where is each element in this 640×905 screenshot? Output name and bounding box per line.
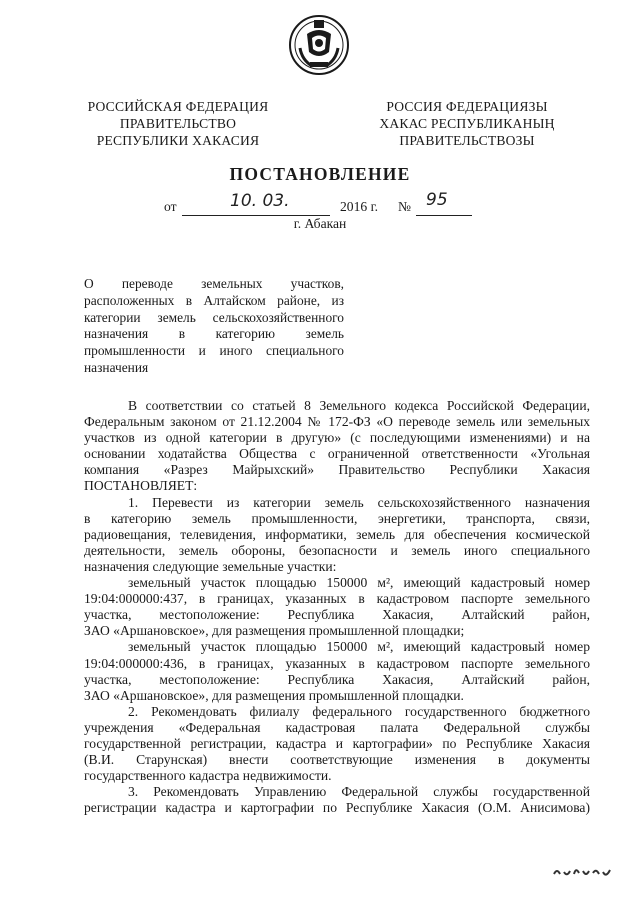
body-line: 19:04:000000:436, в границах, указанных в кадастровом паспорте земельного <box>84 655 590 671</box>
body-line: государственной регистрации, кадастра и картографии» по Республике Хакасия <box>84 735 590 751</box>
body-line: основании ходатайства Общества с ограниченной ответственности «Угольная <box>84 446 590 462</box>
body-line: назначения следующие земельные участки: <box>84 558 337 574</box>
header-right-block <box>360 98 574 149</box>
body-line: радиовещания, телевидения, информатики, земель для обеспечения космической <box>84 526 590 542</box>
body-line: 2. Рекомендовать филиалу федерального государственного бюджетного <box>128 703 590 719</box>
body-line: участка, местоположение: Республика Хакасия, Алтайский район, <box>84 671 590 687</box>
number-underline <box>416 190 472 216</box>
body-line: государственного кадастра недвижимости. <box>84 768 332 784</box>
subject-line: категории земель сельскохозяйственного <box>84 309 344 325</box>
body-line: 1. Перевести из категории земель сельскохозяйственного назначения <box>128 494 590 510</box>
header-left-line: ПРАВИТЕЛЬСТВО <box>119 116 237 131</box>
date-underline <box>182 191 330 216</box>
subject-line: расположенных в Алтайском районе, из <box>84 292 344 308</box>
body-line: ЗАО «Аршановское», для размещения промышленной площадки; <box>84 623 465 639</box>
header-right-line: ПРАВИТЕЛЬСТВОЗЫ <box>399 133 535 148</box>
number-label: № <box>398 199 411 214</box>
body-line: земельный участок площадью 150000 м², имеющий кадастровый номер <box>128 639 590 655</box>
body-line: земельный участок площадью 150000 м², имеющий кадастровый номер <box>128 575 590 591</box>
subject-block <box>84 276 344 377</box>
subject-line: назначения <box>84 359 149 375</box>
body-line: ПОСТАНОВЛЯЕТ: <box>84 478 198 494</box>
header-left-line: РОССИЙСКАЯ ФЕДЕРАЦИЯ <box>87 99 269 114</box>
header-right-line: ХАКАС РЕСПУБЛИКАНЫҢ <box>379 116 555 131</box>
header-right-line: РОССИЯ ФЕДЕРАЦИЯЗЫ <box>386 99 548 114</box>
body-line: 3. Рекомендовать Управлению Федеральной службы государственной <box>128 784 590 800</box>
body-line: 19:04:000000:437, в границах, указанных в кадастровом паспорте земельного <box>84 591 590 607</box>
body-line: Федеральным законом от 21.12.2004 № 172-ФЗ «О переводе земель или земельных <box>84 414 590 430</box>
body-line: участков из одной категории в другую» (с последующими изменениями) и на <box>84 430 590 446</box>
city-label: г. Абакан <box>293 216 347 231</box>
scan-mark <box>552 862 616 882</box>
body-text <box>84 398 590 816</box>
body-line: ЗАО «Аршановское», для размещения промышленной площадки. <box>84 687 464 703</box>
body-line: (В.И. Старунская) внести соответствующие изменения в документы <box>84 752 590 768</box>
body-line: регистрации кадастра и картографии по Республике Хакасия (О.М. Анисимова) <box>84 800 590 816</box>
date-handwritten: 10. 03. <box>230 191 290 211</box>
document-title: ПОСТАНОВЛЕНИЕ <box>229 164 411 184</box>
date-from-label: от <box>164 199 177 214</box>
coat-of-arms-icon <box>288 14 350 76</box>
subject-line: назначения в категорию земель <box>84 326 344 342</box>
date-year: 2016 г. <box>340 199 379 214</box>
body-line: участка, местоположение: Республика Хакасия, Алтайский район, <box>84 607 590 623</box>
number-handwritten: 95 <box>426 190 448 210</box>
body-line: в категорию земель промышленности, энергетики, транспорта, связи, <box>84 510 590 526</box>
body-line: компания «Разрез Майрыхский» Правительство Республики Хакасия <box>84 462 590 478</box>
header-left-block <box>78 98 278 149</box>
body-line: учреждения «Федеральная кадастровая палата Федеральной службы <box>84 719 590 735</box>
body-line: В соответствии со статьей 8 Земельного кодекса Российской Федерации, <box>128 398 590 413</box>
header-left-line: РЕСПУБЛИКИ ХАКАСИЯ <box>96 133 260 148</box>
body-line: деятельности, земель обороны, безопасности и земель иного специального <box>84 542 590 558</box>
subject-line: О переводе земельных участков, <box>84 276 344 291</box>
subject-line: промышленности и иного специального <box>84 343 344 359</box>
